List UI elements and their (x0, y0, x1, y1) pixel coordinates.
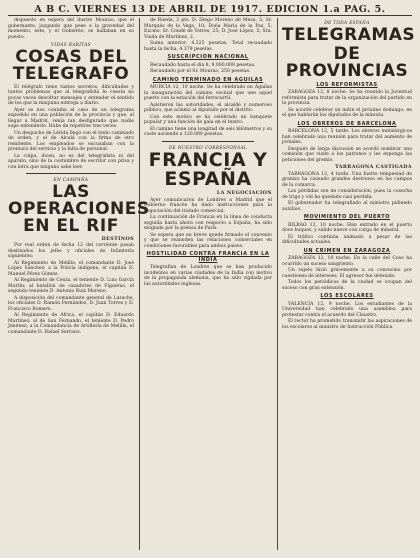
paragraph: Ayer se nos contaba el caso de un telegrama expedido en una población de la provincia y que, al llegar a Madrid, venía tan desfigurado que nadie supo entenderlo. Hubo de repetirse tres veces. (8, 107, 134, 129)
paragraph: dispuesto en espera del ilustre Mourao, que el gobernante, juzgando que pese a la gravedad del momento, este, y el Gobierno, se hallaban en su puesto. (8, 18, 134, 40)
paragraph: TARRAGONA 12, 4 tarde. Una fuerte tempestad de granizo ha causado grandes destrozos en los campos de la comarca. (282, 171, 412, 188)
subhead-puerto: MOVIMIENTO DEL PUERTO (303, 214, 391, 220)
paragraph: MURCIA 12, 10 noche. Se ha celebrado en Águilas la inauguración del camino vecinal que une aquel puerto con la estación del ferrocarril. (144, 85, 272, 101)
header-rule (8, 15, 412, 16)
subhead-negociacion: LA NEGOCIACION (216, 190, 272, 196)
section-kicker: DE NUESTRO CORRESPONSAL (168, 144, 248, 150)
paragraph: La continuación de Francia en la línea de conducta seguida hasta ahora con respecto a España, ha sido elogiada por la prensa de París. (144, 215, 272, 231)
paragraph: Al Regimiento de Melilla, el comandante D. José López Sánchez; a la Policía indígena, el capitán D. Manuel Pérez Gómez. (8, 260, 134, 277)
paragraph: Telegrafían de Londres que se han producido incidentes en varias ciudades de la India con motivo de la propaganda alemana, que ha sido vigilada por las autoridades inglesas. (144, 265, 272, 287)
column-3 (282, 18, 416, 550)
paragraph: Un sujeto hirió gravemente a su convecino por cuestiones de intereses. El agresor fue detenido. (282, 268, 412, 279)
paragraph: El tráfico continúa animado a pesar de las dificultades actuales. (282, 234, 412, 245)
divider (26, 173, 116, 174)
subhead-escolares: LOS ESCOLARES (320, 293, 374, 299)
headline-provincias: DE PROVINCIAS (285, 43, 409, 81)
paragraph: ZARAGOZA 12, 8 noche. Se ha reunido la Juventud reformista para tratar de la organización del partido en la provincia. (282, 90, 412, 106)
column-1 (8, 18, 150, 550)
paragraph: Se espera que en breve quede firmado el convenio y que se reanuden las relaciones comerciales en condiciones favorables para ambos países. (144, 232, 272, 249)
paragraph: Recaudado por el Sr. Mourao, 250 pesetas. (150, 69, 251, 74)
paragraph: El rector ha prometido transmitir las aspiraciones de los escolares al ministro de Instrucción Pública. (282, 319, 412, 330)
headline-francia-espana: FRANCIA Y ESPAÑA (148, 149, 268, 190)
subhead-camino: CAMINO TERMINADO EN AGUILAS (152, 76, 264, 83)
paragraph: Al Regimiento de Africa, el capitán D. Eduardo Martínez; al de San Fernando, el teniente D. Pedro Jiménez; a la Comandancia de Artillería de Melilla, el comandante D. Rafael Serrano. (8, 313, 134, 335)
paragraph: El telégrafo tiene tantos secretos, dificultades y tantos problemas que al telegrafista le cuesta no pocas veces descifrar mensajes y entender el sentido de los que la máquina entrega a diario. (8, 84, 134, 106)
subhead-tarragona: TARRAGONA CASTIGADA (335, 164, 412, 170)
column-rule (139, 18, 140, 550)
subhead-destinos: DESTINOS (101, 235, 134, 242)
section-kicker: VIDAS RARITAS (51, 42, 91, 47)
paragraph: Ayer comunicaron de Londres a Madrid que el Gobierno francés ha dado instrucciones para la negociación del tratado comercial. (144, 197, 272, 214)
paragraph: Recaudado hasta el día 8, 9.000.000 pesetas. (150, 62, 256, 68)
subhead-suscripcion: SUSCRIPCION NACIONAL (167, 54, 249, 60)
paragraph: Las pérdidas son de consideración, pues la cosecha de trigo y vid ha quedado casi perdida. (282, 189, 412, 200)
paragraph: Un despacho de Lérida llegó con el texto cambiado de orden, y el de Alcalá con la firma de otro remitente. Los empleados se excusaban con la premura del servicio y la falta de personal. (8, 130, 134, 152)
paragraph: ZARAGOZA 12, 10 noche. En la calle del Coso ha ocurrido un suceso sangriento. (282, 256, 412, 267)
paragraph: Con este motivo se ha celebrado un banquete popular y una función de gala en el teatro. (144, 114, 272, 125)
section-kicker: DE TODA ESPAÑA (324, 20, 370, 25)
headline-operaciones-rif: LAS OPERACIONES EN EL RIF (8, 181, 150, 236)
paragraph: Por real orden de fecha 12 del corriente pasan destinados los jefes y oficiales de Infantería siguientes: (8, 243, 134, 259)
paragraph: Se acordó celebrar un mitin el próximo domingo, en el que hablarán los diputados de la minoría. (282, 107, 412, 118)
paragraph: La culpa, dicen, no es del telegrafista ni del aparato, sino de la costumbre de escribir con prisa y con letra que ninguno sabe leer. (8, 153, 134, 170)
paragraph: El camino tiene una longitud de seis kilómetros y su coste asciende a 120.000 pesetas. (144, 126, 272, 137)
divider (162, 141, 254, 142)
subhead-obreros: LOS OBREROS DE BARCELONA (297, 120, 397, 127)
paragraph: VALENCIA 12, 9 noche. Los estudiantes de la Universidad han celebrado una asamblea para protestar contra el acuerdo del Claustro. (282, 301, 412, 318)
headline-cosas-telegrafo: COSAS DEL TELEGRAFO (12, 46, 130, 84)
paragraph: Después de larga discusión se acordó nombrar una comisión que visite a los patronos y les exponga las peticiones del gremio. (282, 146, 412, 163)
subhead-hostilidad: HOSTILIDAD CONTRA FRANCIA EN LA INDIA (146, 251, 270, 263)
paragraph: Todos los periódicos de la ciudad se ocupan del suceso con gran extensión. (282, 280, 412, 291)
paragraph: Suma anterior, 4.325 pesetas. Total recaudado hasta la fecha, 4.379 pesetas. (144, 41, 272, 52)
section-kicker: EN CAMPAÑA (53, 177, 89, 182)
paragraph: A disposición del comandante general de Larache, los oficiales D. Ramón Fernández, D. Juan Torres y D. Francisco Romero. (8, 295, 134, 312)
paragraph: BARCELONA 12, 5 tarde. Los obreros metalúrgicos han celebrado una reunión para tratar del aumento de jornales. (282, 129, 412, 145)
paragraph: de Rueda, 2 pts. D. Diego Moreno de Mesa, 5; Sr. Marqués de la Vega, 10; Doña María de la Paz, 5; Excmo. Sr. Conde de Torres, 25; D. José López, 5; Sra. Viuda de Martínez, 2. (144, 18, 272, 40)
paragraph: Asistieron las autoridades, el alcalde y numeroso público, que aclamó al diputado por el distrito. (144, 102, 272, 113)
column-2 (144, 18, 272, 550)
running-head: A B C. VIERNES 13 DE ABRIL DE 1917. EDICION 1.a PAG. 5. (34, 4, 386, 15)
subhead-crimen: UN CRIMEN EN ZARAGOZA (303, 247, 391, 254)
column-rule (277, 18, 278, 550)
headline-telegramas: TELEGRAMAS (282, 24, 416, 45)
paragraph: El gobernador ha telegrafiado al ministro pidiendo auxilios. (282, 201, 412, 212)
paragraph: BILBAO 12, 10 noche. Han entrado en el puerto doce buques, y salido nueve con carga de mineral. (282, 222, 412, 233)
subhead-reformistas: LOS REFORMISTAS (316, 81, 378, 88)
paragraph: Al Regimiento de Ceuta, el teniente D. Luis García Martín; al batallón de cazadores de Figueras, el segundo teniente D. Antonio Ruiz Moreno. (8, 278, 134, 294)
